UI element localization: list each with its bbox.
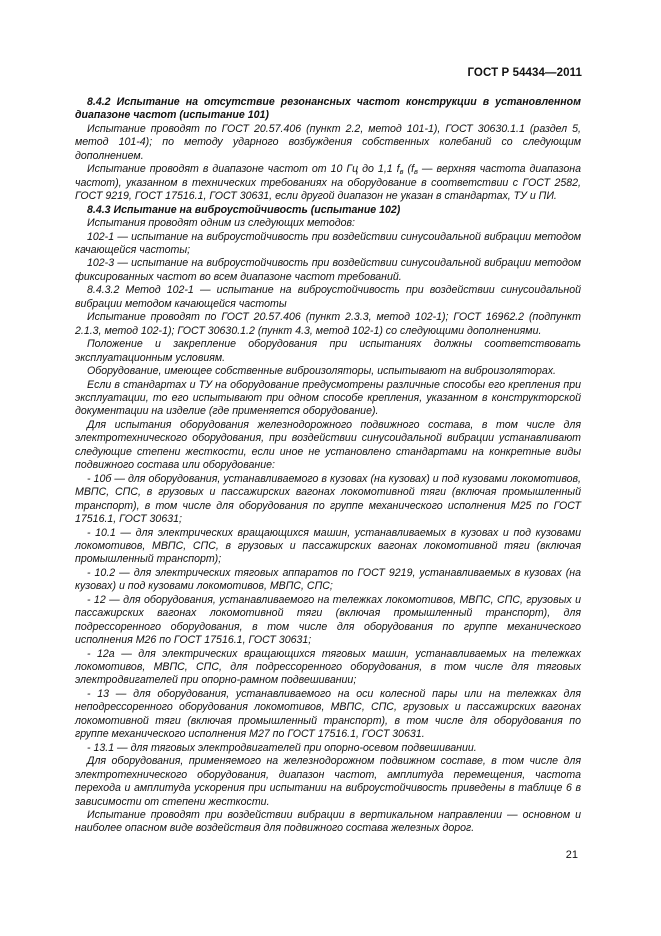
list-item: - 12 — для оборудования, устанавливаемого на тележках локомотивов, МВПС, СПС, грузовых и пассажирских вагонах локомотивной тяги (включая промышленный транспорт), для подрессоренного оборудования, в том числе для оборудования по группе механического исполнения М26 по ГОСТ 17516.1, ГОСТ 30631; xyxy=(75,593,581,647)
paragraph: 8.4.3.2 Метод 102-1 — испытание на виброустойчивость при воздействии синусоидальной вибрации методом качающейся частоты xyxy=(75,284,581,310)
list-item: - 10б — для оборудования, устанавливаемого в кузовах (на кузовах) и под кузовами локомотивов, МВПС, СПС, в грузовых и пассажирских вагонах локомотивной тяги (включая промышленный транспорт), в том числе для оборудования по группе механического исполнения М25 по ГОСТ 17516.1, ГОСТ 30631; xyxy=(75,472,581,526)
paragraph: Испытание проводят по ГОСТ 20.57.406 (пункт 2.2, метод 101-1), ГОСТ 30630.1.1 (раздел 5, метод 101-4); по методу ударного возбуждения собственных колебаний со следующим дополнением. xyxy=(75,122,581,162)
paragraph: 102-3 — испытание на виброустойчивость при воздействии синусоидальной вибрации методом фиксированных частот во всем диапазоне частот требований. xyxy=(75,257,581,283)
section-heading: 8.4.3 Испытание на виброустойчивость (испытание 102) xyxy=(87,203,401,216)
paragraph-frequency-range: Испытание проводят в диапазоне частот от 10 Гц до 1,1 $f_в$ ($f_в$ — верхняя частота диапазона частот), указанном в технических требованиях на оборудование в соответствии с ГОСТ 2582, ГОСТ 9219, ГОСТ 17516.1, ГОСТ 30631, если другой диапазон не указан в стандартах, ТУ и ПИ. xyxy=(75,163,581,203)
paragraph: Испытание проводят по ГОСТ 20.57.406 (пункт 2.3.3, метод 102-1); ГОСТ 16962.2 (подпункт 2.1.3, метод 102-1); ГОСТ 30630.1.2 (пункт 4.3, метод 102-1) со следующими дополнениями. xyxy=(75,311,581,337)
document-header: ГОСТ Р 54434—2011 xyxy=(467,67,582,79)
paragraph: Испытания проводят одним из следующих методов: xyxy=(87,217,355,230)
paragraph: Для оборудования, применяемого на железнодорожном подвижном составе, в том числе для электротехнического оборудования, диапазон частот, амплитуда перемещения, частота перехода и амплитуда ускорения при испытании на виброустойчивость приведены в таблице 6 в зависимости от степени жесткости. xyxy=(75,755,581,808)
paragraph: Оборудование, имеющее собственные виброизоляторы, испытывают на виброизоляторах. xyxy=(87,365,556,378)
paragraph: Испытание проводят при воздействии вибрации в вертикальном направлении — основном и наиболее опасном виде воздействия для подвижного состава железных дорог. xyxy=(75,809,581,835)
page-number: 21 xyxy=(565,849,578,861)
list-item: - 12а — для электрических вращающихся тяговых машин, устанавливаемых на тележках локомотивов, МВПС, СПС, для подрессоренного оборудования, в том числе для тяговых электродвигателей при опорно-рамном подвешивании; xyxy=(75,647,581,687)
section-heading: 8.4.2 Испытание на отсутствие резонансных частот конструкции в установленном диапазоне частот (испытание 101) xyxy=(75,96,581,122)
paragraph: Если в стандартах и ТУ на оборудование предусмотрены различные способы его крепления при эксплуатации, то его испытывают при одном способе крепления, указанном в конструкторской документации на изделие (где применяется оборудование). xyxy=(75,378,581,418)
list-item: - 10.1 — для электрических вращающихся машин, устанавливаемых в кузовах и под кузовами локомотивов, МВПС, СПС, в грузовых и пассажирских вагонах локомотивной тяги (включая промышленный транспорт); xyxy=(75,526,581,566)
paragraph: 102-1 — испытание на виброустойчивость при воздействии синусоидальной вибрации методом качающейся частоты; xyxy=(75,230,581,256)
list-item: - 13 — для оборудования, устанавливаемого на оси колесной пары или на тележках для неподрессоренного оборудования локомотивов, МВПС, СПС, грузовых и пассажирских вагонах локомотивной тяги (включая промышленный транспорт), в том числе для оборудования по группе механического исполнения М27 по ГОСТ 17516.1, ГОСТ 30631. xyxy=(75,687,581,741)
document-body xyxy=(75,96,581,836)
paragraph: Для испытания оборудования железнодорожного подвижного состава, в том числе для электротехнического оборудования, при воздействии синусоидальной вибрации устанавливают следующие степени жесткости, если иное не установлено стандартами на конкретные виды подвижного состава или оборудование: xyxy=(75,418,581,472)
paragraph: Положение и закрепление оборудования при испытаниях должны соответствовать эксплуатационным условиям. xyxy=(75,338,581,364)
list-item: - 13.1 — для тяговых электродвигателей при опорно-осевом подвешивании. xyxy=(87,741,477,754)
list-item: - 10.2 — для электрических тяговых аппаратов по ГОСТ 9219, устанавливаемых в кузовах (на кузовах) и под кузовами локомотивов, МВПС, СПС; xyxy=(75,566,581,593)
